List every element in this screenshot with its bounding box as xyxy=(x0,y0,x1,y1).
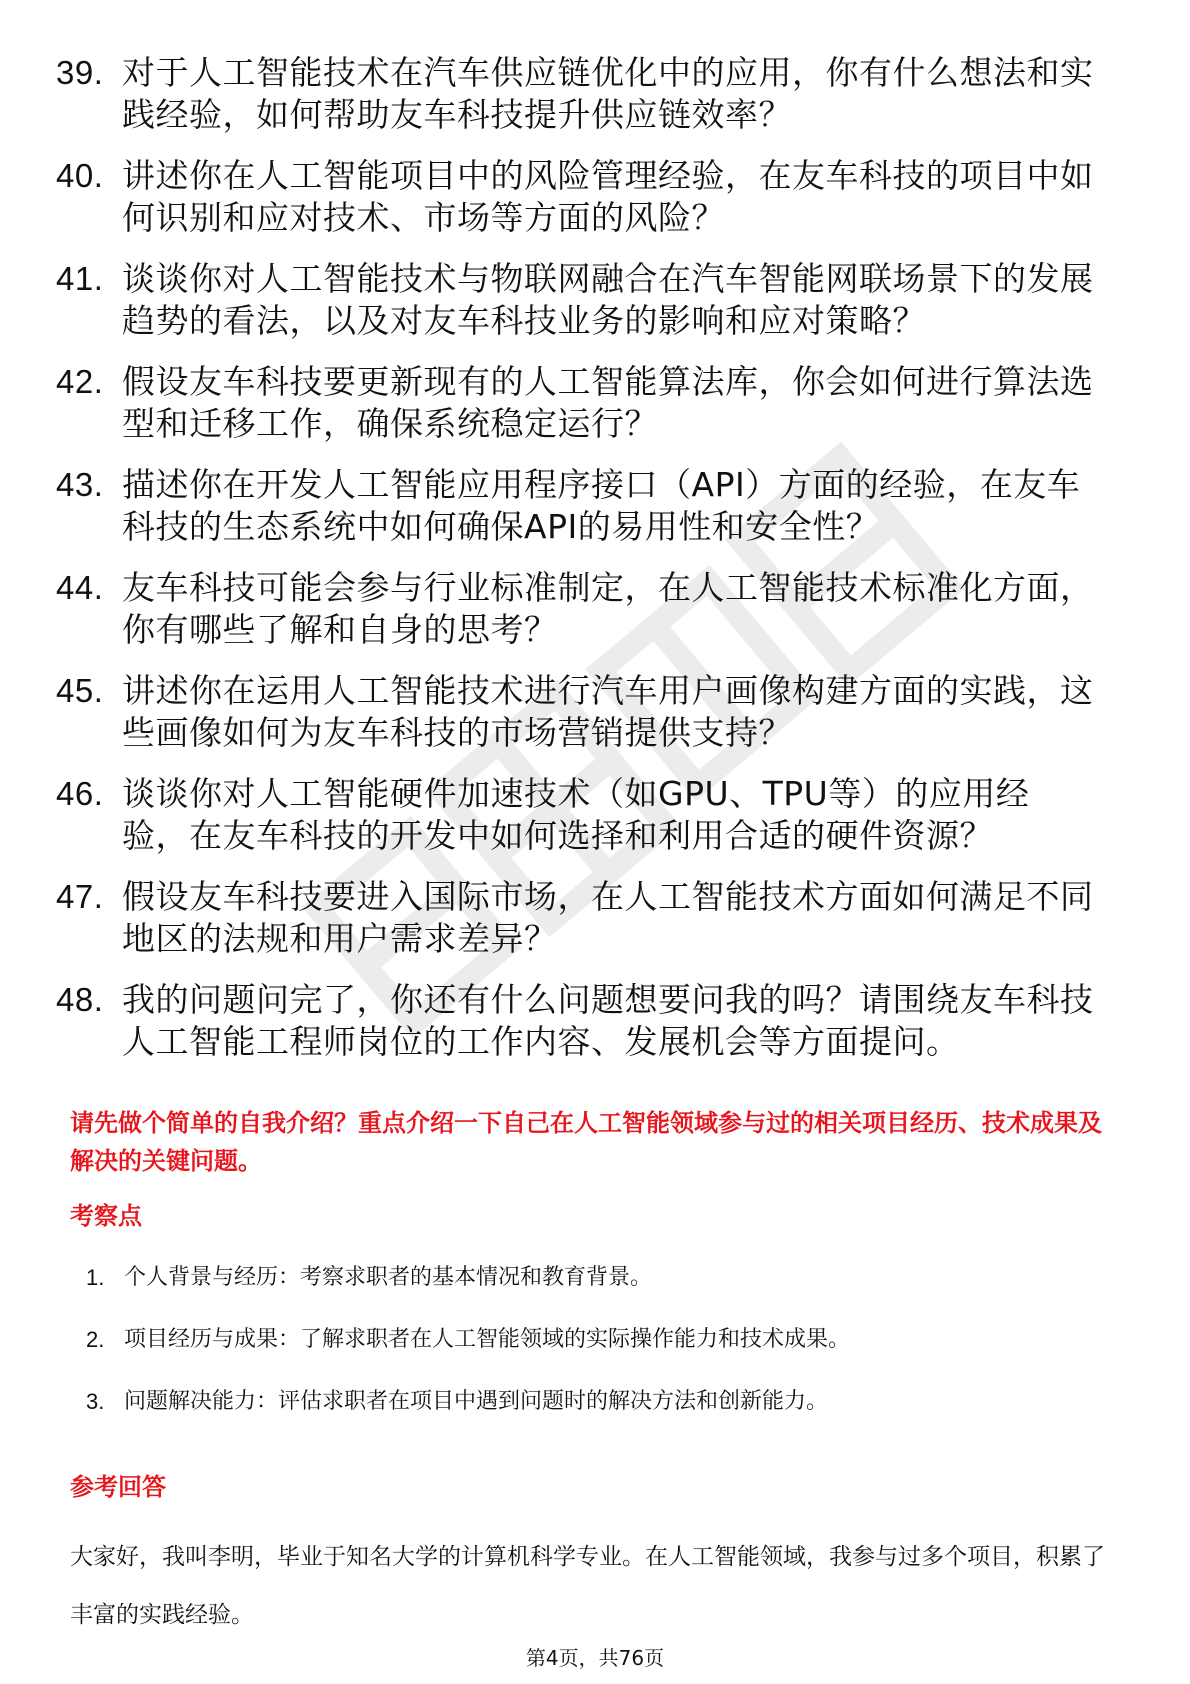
point-text: 个人背景与经历：考察求职者的基本情况和教育背景。 xyxy=(124,1265,653,1290)
answer-heading: 参考回答 xyxy=(70,1473,166,1501)
question-number: 41. xyxy=(56,260,104,297)
question-number: 45. xyxy=(56,672,104,709)
featured-question: 请先做个简单的自我介绍？重点介绍一下自己在人工智能领域参与过的相关项目经历、技术成果及解决的关键问题。 xyxy=(70,1109,1102,1175)
point-number: 2. xyxy=(86,1327,105,1352)
question-text: 描述你在开发人工智能应用程序接口（API）方面的经验，在友车科技的生态系统中如何确保API的易用性和安全性？ xyxy=(122,465,1081,546)
list-item xyxy=(56,361,1136,445)
list-item xyxy=(56,670,1136,754)
question-text: 我的问题问完了，你还有什么问题想要问我的吗？请围绕友车科技人工智能工程师岗位的工作内容、发展机会等方面提问。 xyxy=(122,980,1094,1061)
list-item xyxy=(56,979,1136,1063)
question-list xyxy=(56,52,1136,1082)
list-item xyxy=(56,155,1136,239)
question-text: 假设友车科技要进入国际市场，在人工智能技术方面如何满足不同地区的法规和用户需求差异？ xyxy=(122,877,1094,958)
question-number: 48. xyxy=(56,981,104,1018)
list-item xyxy=(56,464,1136,548)
points-heading: 考察点 xyxy=(70,1202,142,1230)
question-number: 42. xyxy=(56,363,104,400)
point-text: 问题解决能力：评估求职者在项目中遇到问题时的解决方法和创新能力。 xyxy=(124,1389,829,1414)
question-text: 假设友车科技要更新现有的人工智能算法库，你会如何进行算法选型和迁移工作，确保系统稳定运行？ xyxy=(122,362,1094,443)
page-number: 第4页，共76页 xyxy=(525,1646,665,1670)
question-number: 40. xyxy=(56,157,104,194)
question-text: 对于人工智能技术在汽车供应链优化中的应用，你有什么想法和实践经验，如何帮助友车科技提升供应链效率？ xyxy=(122,53,1094,134)
list-item xyxy=(86,1386,1086,1418)
question-text: 谈谈你对人工智能技术与物联网融合在汽车智能网联场景下的发展趋势的看法，以及对友车科技业务的影响和应对策略？ xyxy=(122,259,1094,340)
evaluation-points-list xyxy=(86,1262,1086,1448)
question-text: 讲述你在运用人工智能技术进行汽车用户画像构建方面的实践，这些画像如何为友车科技的市场营销提供支持？ xyxy=(122,671,1094,752)
answer-text: 大家好，我叫李明，毕业于知名大学的计算机科学专业。在人工智能领域，我参与过多个项目，积累了丰富的实践经验。 xyxy=(70,1544,1105,1628)
point-number: 3. xyxy=(86,1389,105,1414)
question-text: 讲述你在人工智能项目中的风险管理经验，在友车科技的项目中如何识别和应对技术、市场等方面的风险？ xyxy=(122,156,1094,237)
list-item xyxy=(56,773,1136,857)
list-item xyxy=(86,1262,1086,1294)
question-number: 39. xyxy=(56,54,104,91)
question-number: 46. xyxy=(56,775,104,812)
question-text: 谈谈你对人工智能硬件加速技术（如GPU、TPU等）的应用经验，在友车科技的开发中如何选择和利用合适的硬件资源？ xyxy=(122,774,1030,855)
question-text: 友车科技可能会参与行业标准制定，在人工智能技术标准化方面，你有哪些了解和自身的思考？ xyxy=(122,568,1094,649)
question-number: 44. xyxy=(56,569,104,606)
list-item xyxy=(86,1324,1086,1356)
question-number: 43. xyxy=(56,466,104,503)
list-item xyxy=(56,567,1136,651)
point-text: 项目经历与成果：了解求职者在人工智能领域的实际操作能力和技术成果。 xyxy=(124,1327,851,1352)
list-item xyxy=(56,258,1136,342)
list-item xyxy=(56,52,1136,136)
point-number: 1. xyxy=(86,1265,105,1290)
question-number: 47. xyxy=(56,878,104,915)
list-item xyxy=(56,876,1136,960)
